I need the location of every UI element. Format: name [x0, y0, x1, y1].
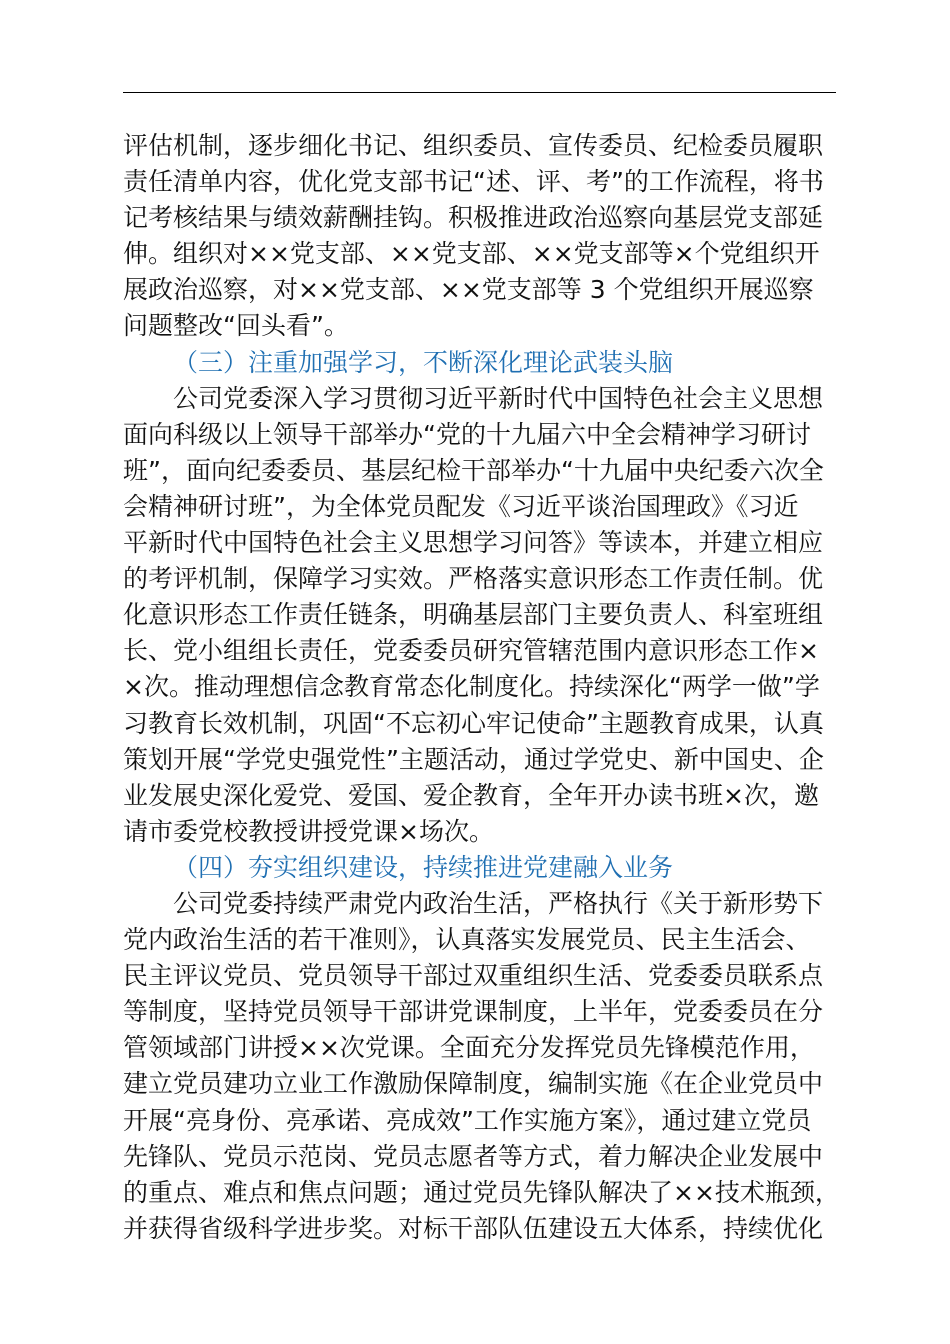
paragraph-line: 的重点、难点和焦点问题；通过党员先锋队解决了××技术瓶颈，	[123, 1177, 840, 1207]
paragraph-line: 开展“亮身份、亮承诺、亮成效”工作实施方案》，通过建立党员	[123, 1105, 812, 1135]
paragraph-line: 策划开展“学党史强党性”主题活动，通过学党史、新中国史、企	[123, 744, 824, 774]
paragraph-line: 等制度，坚持党员领导干部讲党课制度，上半年，党委委员在分	[123, 997, 824, 1027]
section-heading-4: （四）夯实组织建设，持续推进党建融入业务	[173, 852, 674, 882]
paragraph-line: 化意识形态工作责任链条，明确基层部门主要负责人、科室班组	[123, 600, 824, 630]
paragraph-line: 业发展史深化爱党、爱国、爱企教育，全年开办读书班×次，邀	[123, 780, 819, 810]
paragraph-line: 面向科级以上领导干部举办“党的十九届六中全会精神学习研讨	[123, 419, 811, 449]
paragraph-line: 记考核结果与绩效薪酬挂钩。积极推进政治巡察向基层党支部延	[123, 203, 824, 233]
paragraph-line: 平新时代中国特色社会主义思想学习问答》等读本，并建立相应	[123, 528, 824, 558]
paragraph-line: 责任清单内容，优化党支部书记“述、评、考”的工作流程，将书	[123, 167, 824, 197]
paragraph-line: 管领域部门讲授××次党课。全面充分发挥党员先锋模范作用，	[123, 1033, 815, 1063]
paragraph-line: ×次。推动理想信念教育常态化制度化。持续深化“两学一做”学	[123, 672, 820, 702]
paragraph-line: 民主评议党员、党员领导干部过双重组织生活、党委委员联系点	[123, 961, 824, 991]
paragraph-line: 问题整改“回头看”。	[123, 311, 349, 341]
paragraph-line: 会精神研讨班”，为全体党员配发《习近平谈治国理政》《习近	[123, 491, 799, 521]
paragraph-first-line: 公司党委深入学习贯彻习近平新时代中国特色社会主义思想	[173, 383, 824, 413]
body-text	[123, 128, 843, 1247]
paragraph-line: 建立党员建功立业工作激励保障制度，编制实施《在企业党员中	[123, 1069, 824, 1099]
paragraph-first-line: 公司党委持续严肃党内政治生活，严格执行《关于新形势下	[173, 888, 824, 918]
header-rule	[123, 92, 836, 93]
paragraph-line: 评估机制，逐步细化书记、组织委员、宣传委员、纪检委员履职	[123, 131, 824, 160]
paragraph-line: 请市委党校教授讲授党课×场次。	[123, 816, 494, 846]
paragraph-line: 班”，面向纪委委员、基层纪检干部举办“十九届中央纪委六次全	[123, 455, 824, 485]
section-heading-3: （三）注重加强学习，不断深化理论武装头脑	[173, 347, 674, 377]
paragraph-line: 展政治巡察，对××党支部、××党支部等 3 个党组织开展巡察	[123, 275, 814, 305]
paragraph-line: 长、党小组组长责任，党委委员研究管辖范围内意识形态工作×	[123, 636, 819, 666]
paragraph-line: 党内政治生活的若干准则》，认真落实发展党员、民主生活会、	[123, 925, 811, 955]
paragraph-line: 伸。组织对××党支部、××党支部、××党支部等×个党组织开	[123, 239, 820, 269]
paragraph-line: 先锋队、党员示范岗、党员志愿者等方式，着力解决企业发展中	[123, 1141, 824, 1171]
paragraph-line: 习教育长效机制，巩固“不忘初心牢记使命”主题教育成果，认真	[123, 708, 824, 738]
paragraph-line: 的考评机制，保障学习实效。严格落实意识形态工作责任制。优	[123, 564, 824, 594]
paragraph-line: 并获得省级科学进步奖。对标干部队伍建设五大体系，持续优化	[123, 1213, 824, 1243]
